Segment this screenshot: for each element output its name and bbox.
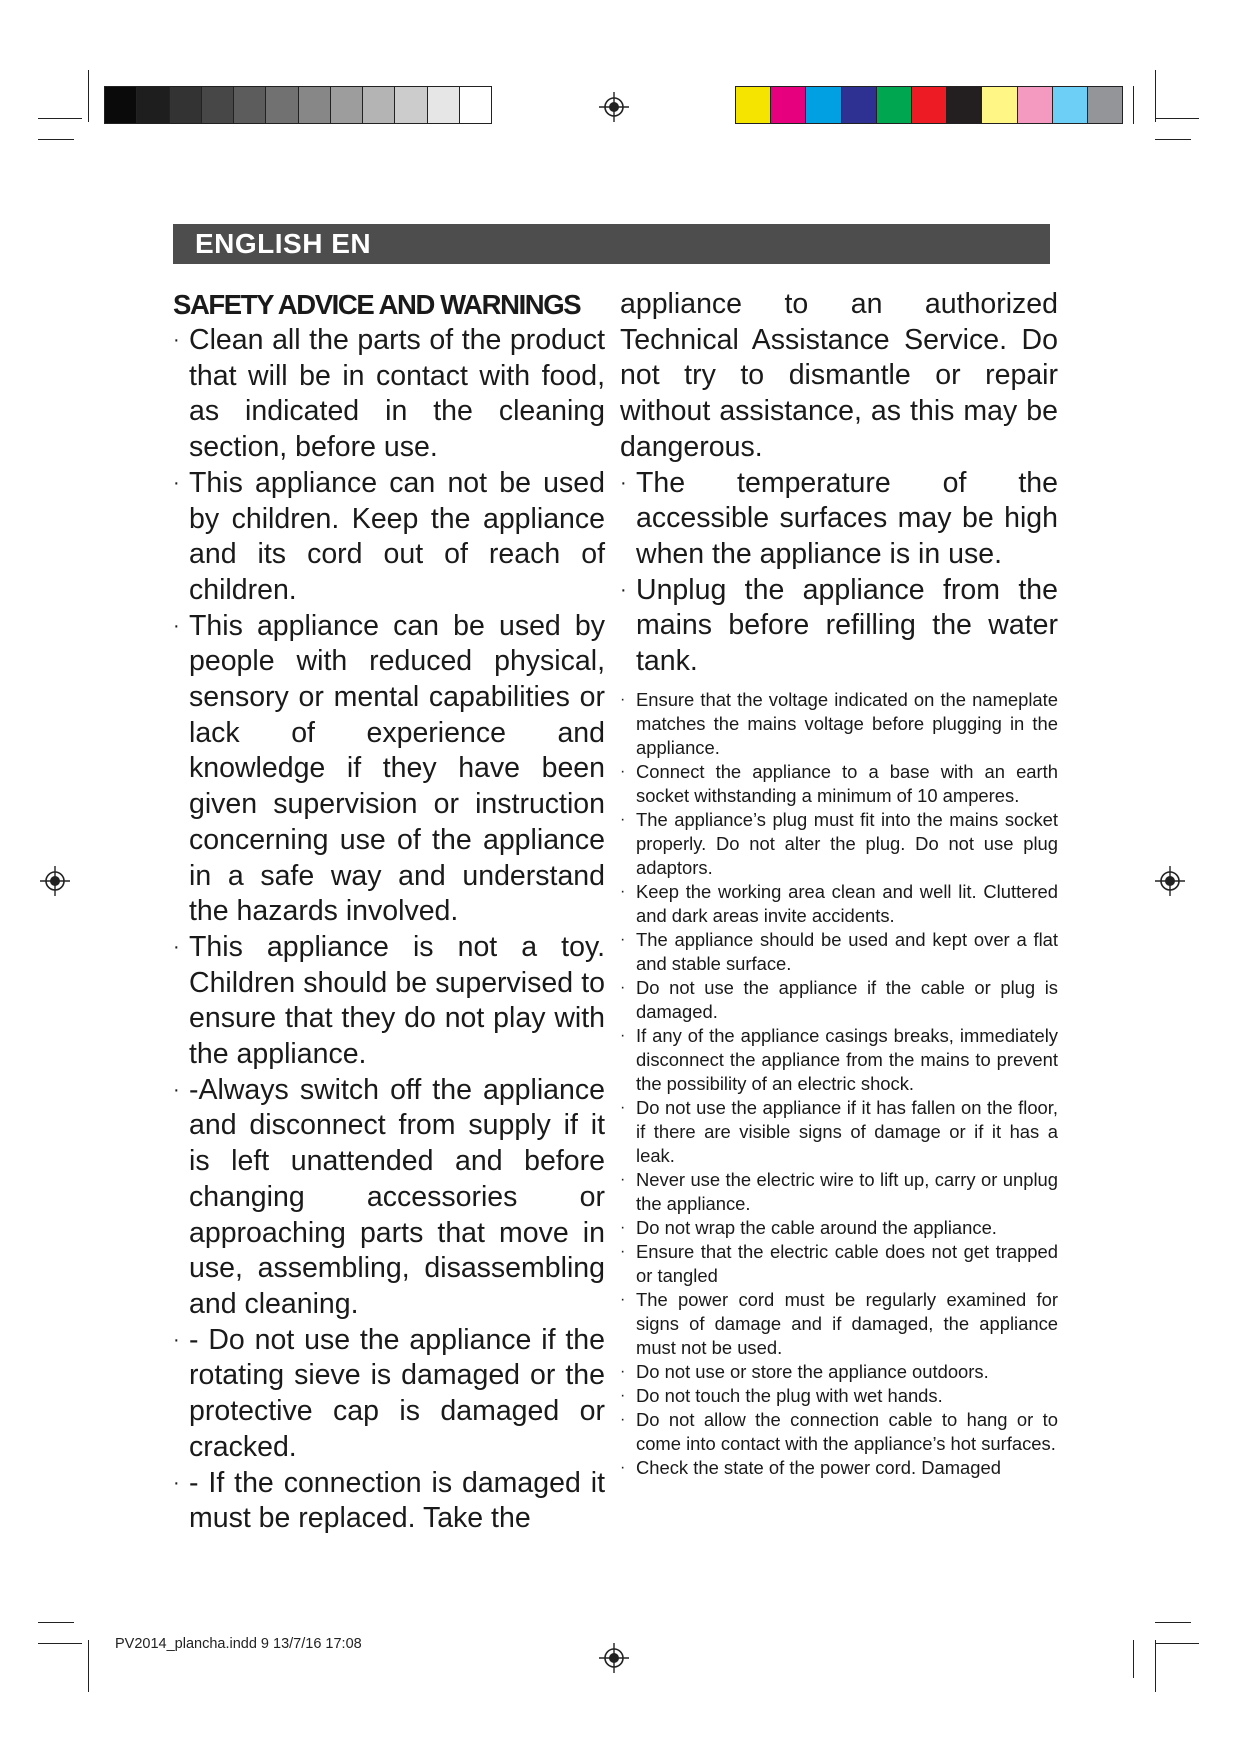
warning-item: · If any of the appliance casings breaks, immediately disconnect the appliance from the mains to prevent the possibility of an electric shock.: [620, 1024, 1058, 1096]
color-swatch: [363, 87, 395, 123]
warning-item: · The appliance’s plug must fit into the mains socket properly. Do not alter the plug. Do not use plug adaptors.: [620, 808, 1058, 880]
color-swatch: [947, 87, 982, 123]
warning-item: · The temperature of the accessible surfaces may be high when the appliance is in use.: [620, 466, 1058, 573]
right-warning-list-large: [620, 466, 1058, 680]
color-swatch: [395, 87, 427, 123]
crop-mark: [88, 70, 89, 122]
color-swatch: [331, 87, 363, 123]
warning-item: · Connect the appliance to a base with an earth socket withstanding a minimum of 10 amperes.: [620, 760, 1058, 808]
color-swatch: [105, 87, 137, 123]
crop-mark: [38, 139, 74, 140]
crop-mark: [1155, 1643, 1199, 1644]
continued-paragraph: appliance to an authorized Technical Assistance Service. Do not try to dismantle or repair without assistance, as this may be dangerous.: [620, 288, 1058, 463]
color-swatch: [982, 87, 1017, 123]
warning-item: · Ensure that the electric cable does not get trapped or tangled: [620, 1240, 1058, 1288]
registration-mark-icon: [40, 866, 70, 896]
color-swatch: [736, 87, 771, 123]
section-title: SAFETY ADVICE AND WARNINGS: [173, 289, 581, 320]
warning-item: · Do not allow the connection cable to hang or to come into contact with the appliance’s hot surfaces.: [620, 1408, 1058, 1456]
left-column: [173, 287, 605, 1537]
color-swatch: [771, 87, 806, 123]
color-swatch: [202, 87, 234, 123]
color-swatch: [234, 87, 266, 123]
warning-item: · - If the connection is damaged it must be replaced. Take the: [173, 1466, 605, 1537]
registration-mark-icon: [599, 92, 629, 122]
warning-item: · Do not use or store the appliance outdoors.: [620, 1360, 1058, 1384]
color-swatch: [877, 87, 912, 123]
color-swatch: [460, 87, 491, 123]
crop-mark: [38, 118, 82, 119]
color-swatch: [1088, 87, 1122, 123]
warning-item: · Do not use the appliance if it has fallen on the floor, if there are visible signs of damage or if it has a leak.: [620, 1096, 1058, 1168]
warning-item: · Keep the working area clean and well lit. Cluttered and dark areas invite accidents.: [620, 880, 1058, 928]
crop-mark: [1133, 86, 1134, 124]
color-swatch: [428, 87, 460, 123]
warning-item: · Unplug the appliance from the mains before refilling the water tank.: [620, 573, 1058, 680]
warning-item: · Ensure that the voltage indicated on the nameplate matches the mains voltage before plugging in the appliance.: [620, 688, 1058, 760]
left-warning-list: [173, 323, 605, 1537]
color-swatch: [912, 87, 947, 123]
color-swatch: [266, 87, 298, 123]
warning-item: · Clean all the parts of the product that will be in contact with food, as indicated in the cleaning section, before use.: [173, 323, 605, 466]
crop-mark: [88, 1640, 89, 1692]
warning-item: · The appliance should be used and kept over a flat and stable surface.: [620, 928, 1058, 976]
warning-item: · Do not wrap the cable around the appliance.: [620, 1216, 1058, 1240]
warning-item: · This appliance can not be used by children. Keep the appliance and its cord out of reach of children.: [173, 466, 605, 609]
warning-item: · Check the state of the power cord. Damaged: [620, 1456, 1058, 1480]
warning-item: · -Always switch off the appliance and disconnect from supply if it is left unattended and before changing accessories or approaching parts that move in use, assembling, disassembling and cleaning.: [173, 1073, 605, 1323]
color-swatch: [842, 87, 877, 123]
color-swatch: [299, 87, 331, 123]
warning-item: · - Do not use the appliance if the rotating sieve is damaged or the protective cap is damaged or cracked.: [173, 1323, 605, 1466]
color-swatch: [806, 87, 841, 123]
warning-item: · This appliance is not a toy. Children should be supervised to ensure that they do not play with the appliance.: [173, 930, 605, 1073]
crop-mark: [1133, 1640, 1134, 1678]
registration-mark-icon: [1155, 866, 1185, 896]
registration-mark-icon: [599, 1643, 629, 1673]
color-swatch: [137, 87, 169, 123]
color-swatch: [170, 87, 202, 123]
crop-mark: [1155, 1640, 1156, 1692]
warning-item: · The power cord must be regularly examined for signs of damage and if damaged, the appliance must not be used.: [620, 1288, 1058, 1360]
right-column: [620, 287, 1058, 1480]
language-header: ENGLISH EN: [173, 224, 1050, 264]
warning-item: · This appliance can be used by people with reduced physical, sensory or mental capabilities or lack of experience and knowledge if they have been given supervision or instruction concerning use of the appliance in a safe way and understand the hazards involved.: [173, 609, 605, 930]
crop-mark: [1155, 1622, 1191, 1623]
warning-item: · Do not touch the plug with wet hands.: [620, 1384, 1058, 1408]
process-color-bar: [735, 86, 1123, 124]
crop-mark: [1155, 139, 1191, 140]
file-slug: PV2014_plancha.indd 9 13/7/16 17:08: [115, 1636, 362, 1652]
color-swatch: [1018, 87, 1053, 123]
color-swatch: [1053, 87, 1088, 123]
crop-mark: [38, 1622, 74, 1623]
grayscale-color-bar: [104, 86, 492, 124]
right-warning-list-small: [620, 688, 1058, 1480]
warning-item: · Do not use the appliance if the cable or plug is damaged.: [620, 976, 1058, 1024]
crop-mark: [1155, 118, 1199, 119]
warning-item: · Never use the electric wire to lift up, carry or unplug the appliance.: [620, 1168, 1058, 1216]
crop-mark: [38, 1643, 82, 1644]
crop-mark: [1155, 70, 1156, 122]
